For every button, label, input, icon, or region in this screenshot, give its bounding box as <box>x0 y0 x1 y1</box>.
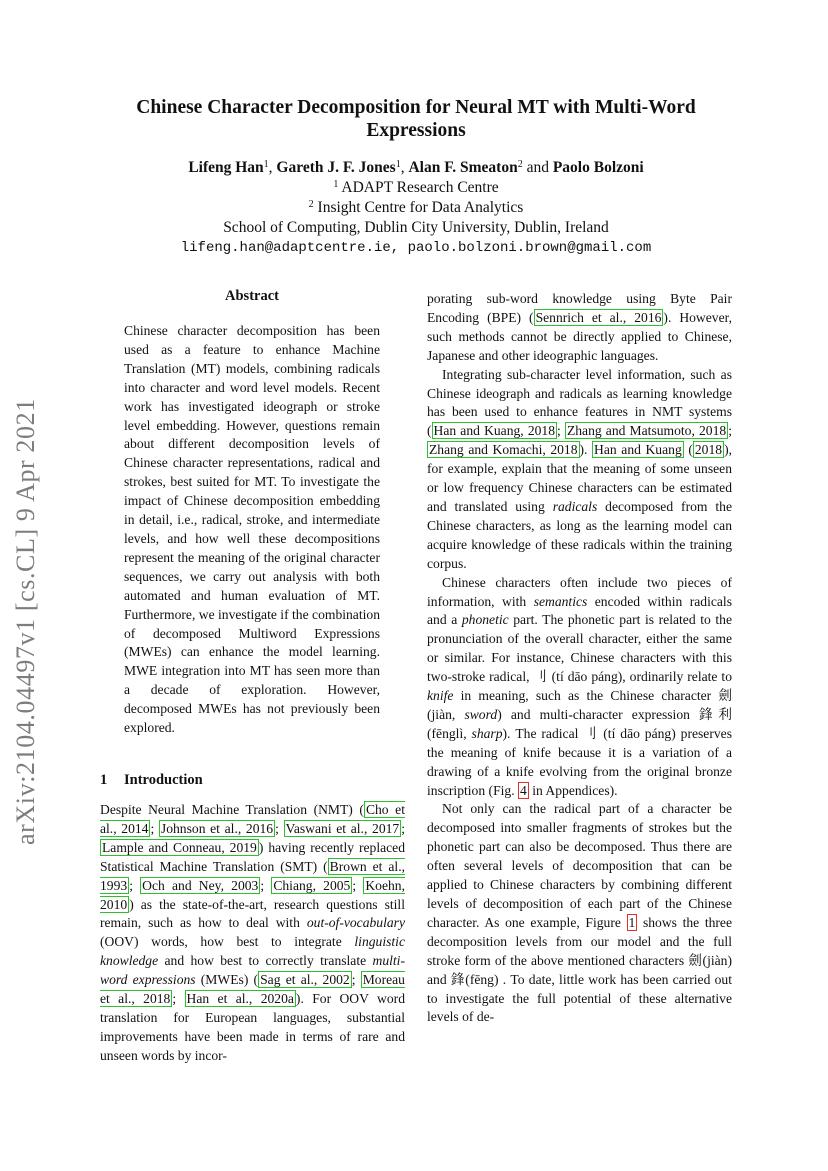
emphasis: out-of-vocabulary <box>306 915 405 931</box>
section-title: Introduction <box>124 772 203 788</box>
paragraph-sub-character <box>427 366 732 574</box>
text-run: ; <box>351 972 361 988</box>
citation-link[interactable]: Cho et al., 2014 <box>100 802 405 836</box>
text-run: ; <box>172 991 185 1007</box>
text-run: Integrating sub-character level information, such as Chinese ideograph and radicals as learning knowledge has been used to enhance features in NMT systems ( <box>427 366 732 439</box>
text-run: ( <box>683 442 693 458</box>
citation-link[interactable]: Han and Kuang <box>594 442 682 458</box>
figure-reference-link[interactable]: 4 <box>520 782 527 798</box>
text-run: ; <box>129 877 141 893</box>
text-run: ; <box>352 877 364 893</box>
text-run: (OOV) words, how best to integrate <box>100 934 355 950</box>
school-affiliation: School of Computing, Dublin City University, Dublin, Ireland <box>223 219 609 236</box>
citation-link[interactable]: Lample and Conneau, 2019 <box>102 839 257 855</box>
text-run: ). However, such methods cannot be directly applied to Chinese, Japanese and other ideographic languages. <box>427 309 732 363</box>
affil-mark: 1 <box>333 179 339 190</box>
affiliation-1 <box>100 178 732 198</box>
paragraph-radicals <box>427 574 732 801</box>
title-line-1: Chinese Character Decomposition for Neural MT with Multi-Word <box>136 97 696 118</box>
author-name: Lifeng Han <box>188 159 264 176</box>
emphasis: knife <box>427 688 454 704</box>
text-run: Despite Neural Machine Translation (NMT) ( <box>100 802 364 817</box>
author-emails[interactable]: lifeng.han@adaptcentre.ie, paolo.bolzoni.brown@gmail.com <box>180 240 652 256</box>
abstract-text <box>124 322 380 738</box>
citation-link[interactable]: Sennrich et al., 2016 <box>535 309 662 325</box>
abstract-heading: Abstract <box>225 288 279 304</box>
intro-paragraph <box>100 801 405 1066</box>
citation-link[interactable]: Vaswani et al., 2017 <box>285 820 400 836</box>
affil-mark: 2 <box>308 199 314 210</box>
emphasis: multi-word expressions <box>100 953 405 988</box>
citation-link[interactable]: Koehn, 2010 <box>100 877 405 912</box>
text-run: ) as the state-of-the-art, research questions still remain, such as how to deal with <box>100 896 405 931</box>
author-affil-mark: 1 <box>395 159 401 170</box>
emphasis: sword <box>464 706 498 722</box>
citation-link[interactable]: Zhang and Matsumoto, 2018 <box>566 423 727 439</box>
right-column <box>427 290 732 1027</box>
emphasis: sharp <box>471 725 503 741</box>
text-run: (MWEs) ( <box>195 972 259 988</box>
author-separator: and <box>522 159 553 176</box>
text-run: ; <box>260 877 272 893</box>
author-separator: , <box>400 159 409 176</box>
text-run: encoded within radicals and a <box>427 593 733 628</box>
section-heading-introduction <box>100 772 203 789</box>
figure-reference-link[interactable]: 1 <box>628 914 636 930</box>
text-run: part. The phonetic part is related to the pronunciation of the overall character, either the same or similar. For instance, Chinese characters with this two-stroke radical, 刂 (tí dāo páng), ordinarily relate to <box>427 612 732 685</box>
text-run: and how best to correctly translate <box>158 953 373 969</box>
text-run: ). <box>579 442 593 458</box>
text-run: ; <box>275 820 284 836</box>
emphasis: semantics <box>533 593 588 609</box>
arxiv-identifier[interactable]: arXiv:2104.04497v1 [cs.CL] 9 Apr 2021 <box>11 398 40 845</box>
text-run: Chinese characters often include two pieces of information, with <box>427 574 732 609</box>
citation-link[interactable]: Brown et al., 1993 <box>100 858 405 893</box>
emphasis: radicals <box>552 498 598 514</box>
text-run: ; <box>557 423 565 439</box>
citation-link[interactable]: Moreau et al., 2018 <box>100 972 405 1007</box>
citation-link[interactable]: Han et al., 2020a <box>186 991 294 1007</box>
citation-link[interactable]: Sag et al., 2002 <box>260 972 350 988</box>
citation-link[interactable]: Chiang, 2005 <box>273 877 351 893</box>
emphasis: linguistic knowledge <box>100 934 405 969</box>
author-name: Gareth J. F. Jones <box>276 159 396 176</box>
paper-title <box>100 96 732 142</box>
affil-name: ADAPT Research Centre <box>338 179 499 196</box>
affil-name: Insight Centre for Data Analytics <box>313 199 524 216</box>
author-list <box>100 158 732 178</box>
text-run: ). The radical 刂 (tí dāo páng) preserves the meaning of knife because it is a variation of a drawing of a knife evolving from the original bronze inscription (Fig. <box>427 725 732 798</box>
text-run: ; <box>401 820 405 836</box>
intro-column <box>100 801 405 1066</box>
section-number: 1 <box>100 772 108 788</box>
text-run: porating sub-word knowledge using Byte Pair Encoding (BPE) ( <box>427 291 732 325</box>
citation-link[interactable]: 2018 <box>694 442 723 458</box>
author-name: Paolo Bolzoni <box>552 159 644 176</box>
title-line-2: Expressions <box>366 120 466 141</box>
text-run: ) having recently replaced Statistical Machine Translation (SMT) ( <box>100 839 405 874</box>
author-affil-mark: 1 <box>263 159 269 170</box>
paragraph-continuation <box>427 290 732 366</box>
text-run: decomposed from the Chinese characters, as long as the learning model can acquire knowledge of these radicals within the training corpus. <box>427 498 732 571</box>
text-run: in Appendices). <box>528 782 618 798</box>
citation-link[interactable]: Zhang and Komachi, 2018 <box>429 442 578 458</box>
text-run: ; <box>150 820 159 836</box>
affiliation-2 <box>100 198 732 218</box>
author-separator: , <box>268 159 277 176</box>
citation-link[interactable]: Han and Kuang, 2018 <box>433 423 556 439</box>
text-run: ; <box>728 423 732 439</box>
text-run: Not only can the radical part of a character be decomposed into smaller fragments of strokes but the phonetic part can also be decomposed. Thus there are often several levels of decomposition that can be applied to Chinese characters by combining different levels of decomposition of each part of the Chinese character. As one example, Figure <box>427 801 732 930</box>
citation-link[interactable]: Och and Ney, 2003 <box>142 877 259 893</box>
citation-link[interactable]: Johnson et al., 2016 <box>160 820 274 836</box>
text-run: ), for example, explain that the meaning of some unseen or low frequency Chinese characters can be estimated and translated using <box>427 442 732 514</box>
text-run: in meaning, such as the Chinese character 劍 (jiàn, <box>427 688 732 722</box>
author-name: Alan F. Smeaton <box>408 159 518 176</box>
abstract-paragraph: Chinese character decomposition has been used as a feature to enhance Machine Translation (MT) models, combining radicals into character and word level models. Recent work has investigated ideograph or stroke level embedding. However, questions remain about different decomposition levels of Chinese character representations, radical and strokes, best suited for MT. To investigate the impact of Chinese decomposition embedding in detail, i.e., radical, stroke, and intermediate levels, and how well these decompositions represent the meaning of the original character sequences, we carry out analysis with both automated and human evaluation of MT. Furthermore, we investigate if the combination of decomposed Multiword Expressions (MWEs) can enhance the model learning. MWE integration into MT has seen more than a decade of exploration. However, decomposed MWEs has not previously been explored. <box>124 323 380 736</box>
paragraph-decomposition <box>427 800 732 1027</box>
author-affil-mark: 2 <box>517 159 523 170</box>
text-run: ) and multi-character expression 鋒利(fēnglì, <box>427 706 732 741</box>
text-run: ). For OOV word translation for European languages, substantial improvements have been made in terms of rare and unseen words by incor- <box>100 991 405 1063</box>
text-run: shows the three decomposition levels from our model and the full stroke form of the above mentioned characters 劍(jiàn) and 鋒(fēng) . To date, little work has been carried out to investigate the full potential of these alternative levels of de- <box>427 914 732 1025</box>
emphasis: phonetic <box>461 612 509 628</box>
